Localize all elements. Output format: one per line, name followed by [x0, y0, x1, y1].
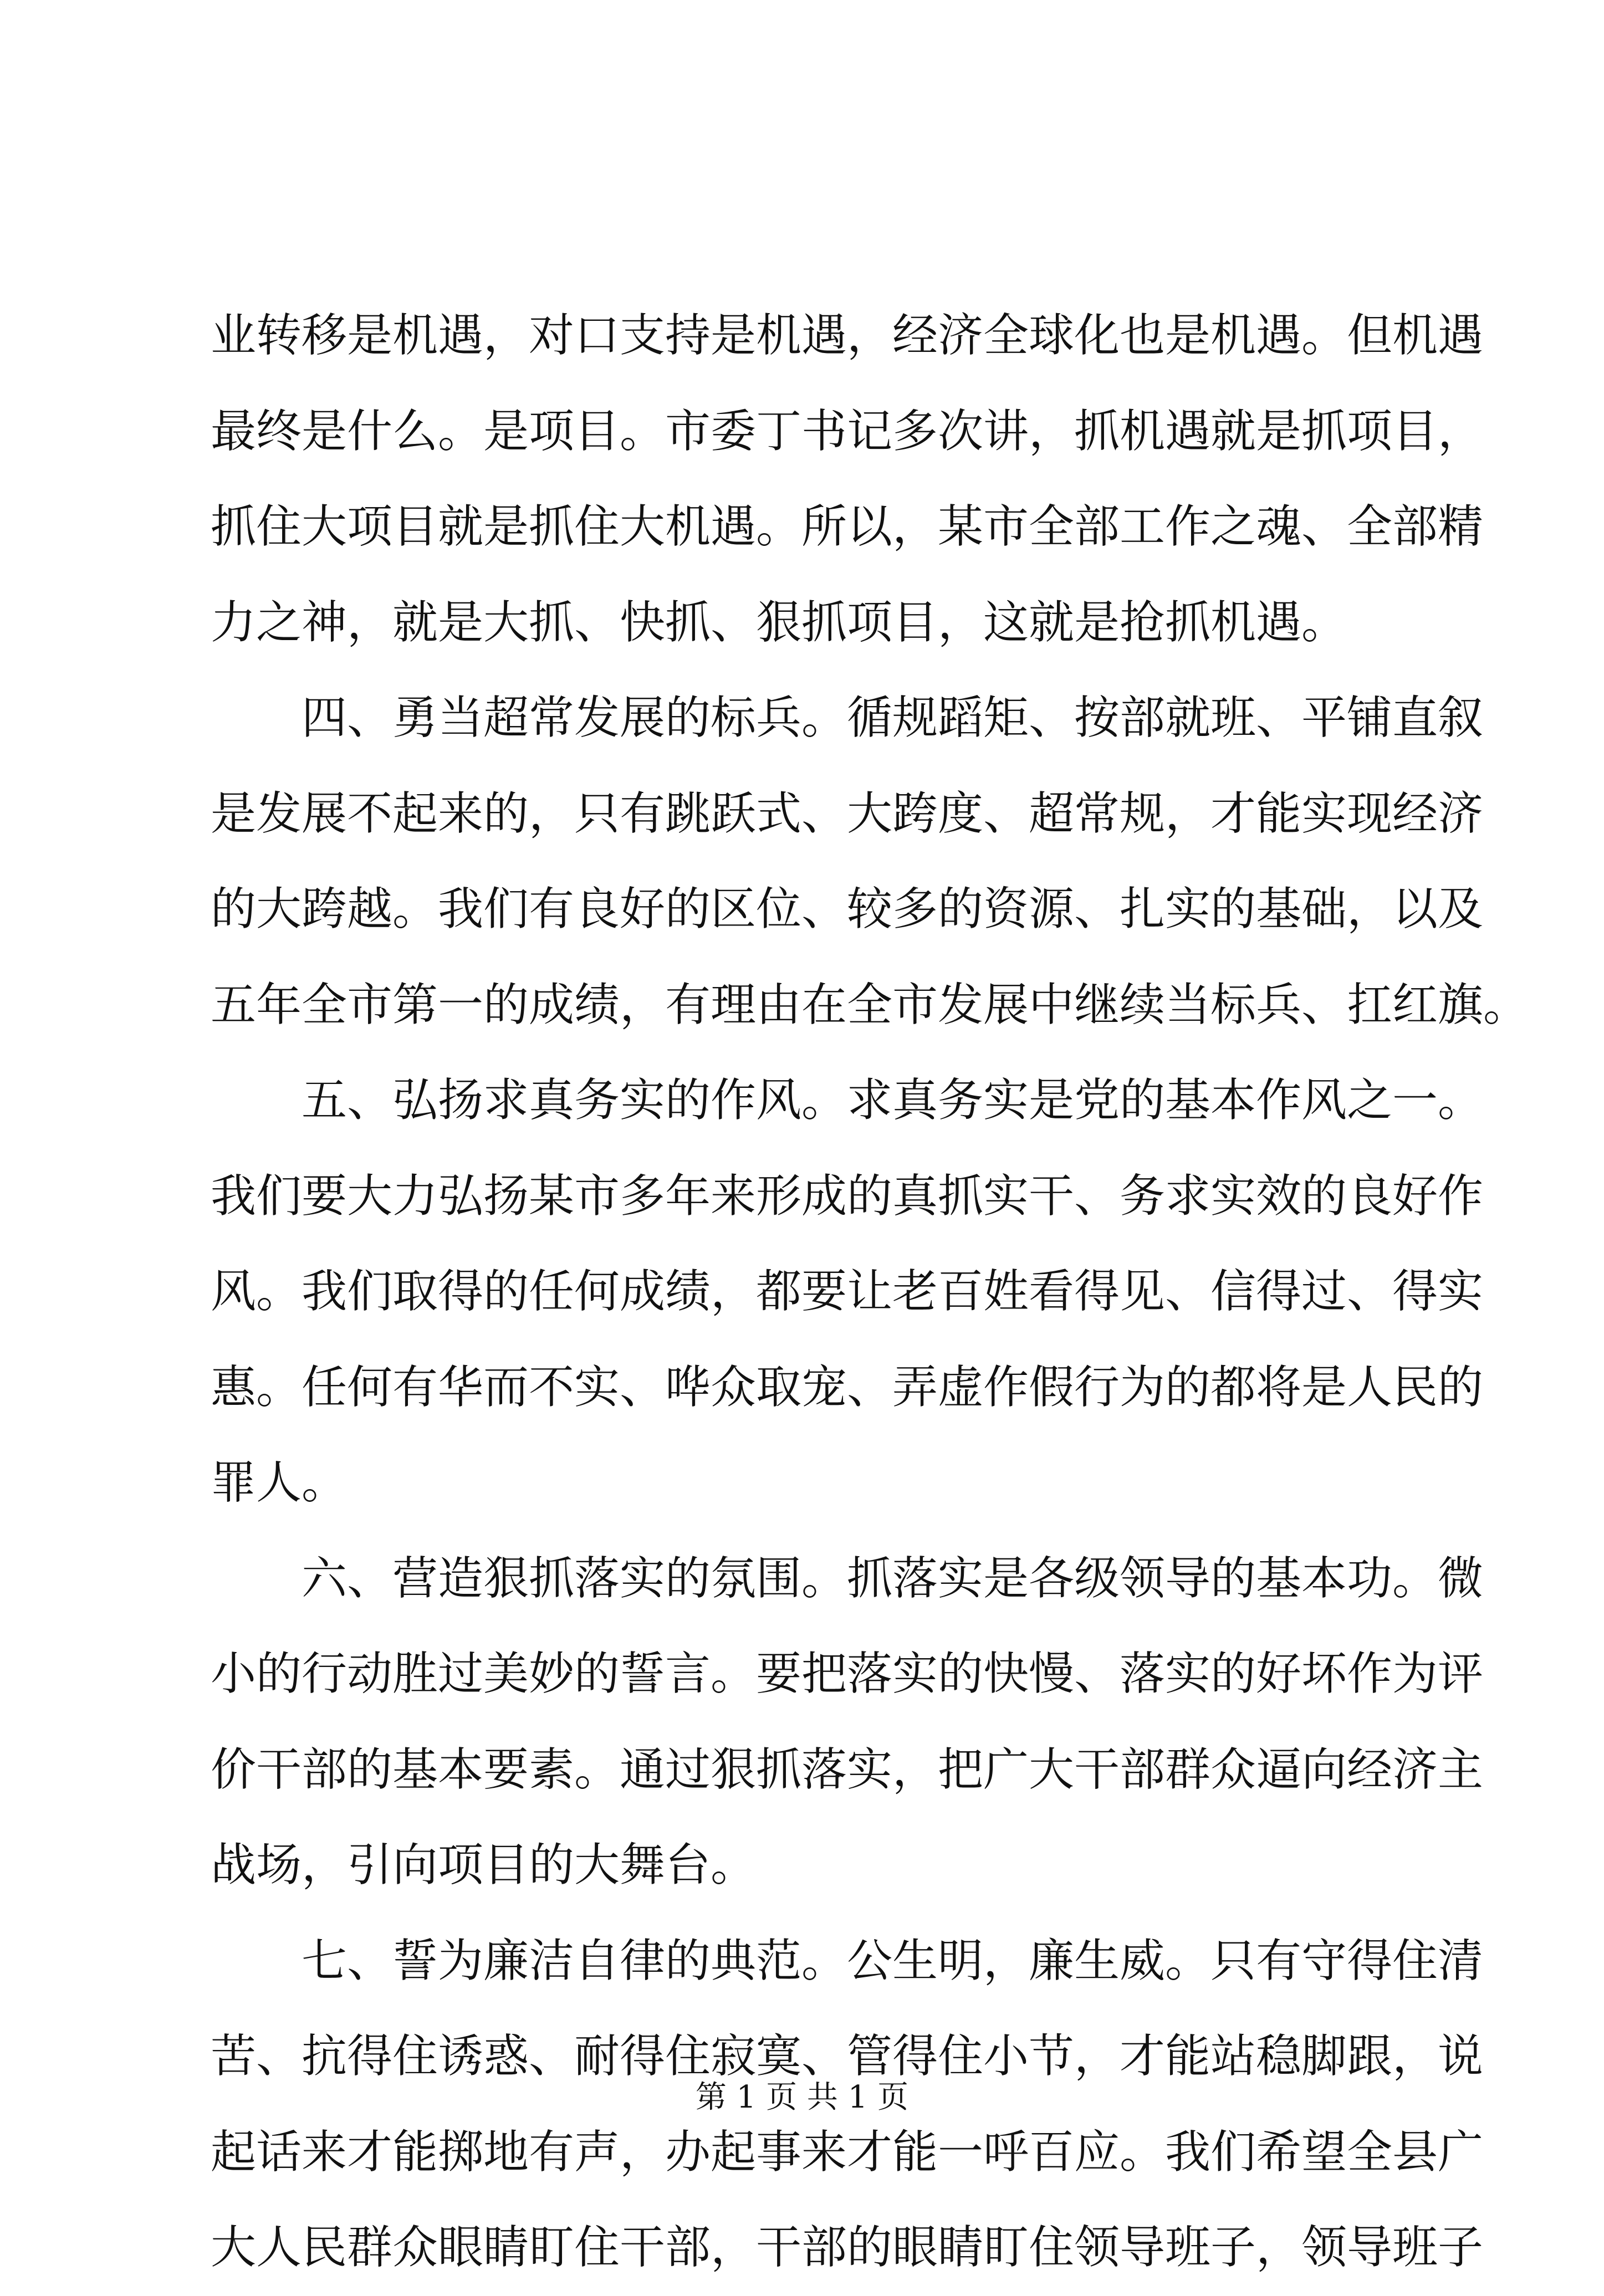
text-line: 价干部的基本要素。通过狠抓落实，把广大干部群众逼向经济主 — [211, 1743, 1484, 1796]
paragraph-start-line: 七、誓为廉洁自律的典范。公生明，廉生威。只有守得住清 — [302, 1934, 1484, 1987]
text-line: 业转移是机遇，对口支持是机遇，经济全球化也是机遇。但机遇 — [211, 309, 1484, 362]
text-line: 抓住大项目就是抓住大机遇。所以，某市全部工作之魂、全部精 — [211, 500, 1484, 553]
text-line: 惠。任何有华而不实、哗众取宠、弄虚作假行为的都将是人民的 — [211, 1361, 1484, 1414]
text-line: 起话来才能掷地有声，办起事来才能一呼百应。我们希望全县广 — [211, 2125, 1484, 2179]
paragraph-start-line: 五、弘扬求真务实的作风。求真务实是党的基本作风之一。 — [302, 1074, 1484, 1127]
text-line: 罪人。 — [211, 1456, 348, 1509]
text-line: 风。我们取得的任何成绩，都要让老百姓看得见、信得过、得实 — [211, 1265, 1484, 1318]
text-line: 五年全市第一的成绩，有理由在全市发展中继续当标兵、扛红旗。 — [211, 978, 1529, 1031]
page-number-footer: 第 1 页 共 1 页 — [695, 2079, 909, 2115]
text-line: 大人民群众眼睛盯住干部，干部的眼睛盯住领导班子，领导班子 — [211, 2221, 1484, 2274]
text-line: 的大跨越。我们有良好的区位、较多的资源、扎实的基础，以及 — [211, 883, 1484, 935]
document-body — [211, 288, 1529, 2296]
paragraph-start-line: 四、勇当超常发展的标兵。循规蹈矩、按部就班、平铺直叙 — [302, 692, 1484, 744]
text-line: 苦、抗得住诱惑、耐得住寂寞、管得住小节，才能站稳脚跟，说 — [211, 2030, 1484, 2083]
text-line: 力之神，就是大抓、快抓、狠抓项目，这就是抢抓机遇。 — [211, 596, 1347, 649]
text-line: 战场，引向项目的大舞台。 — [211, 1839, 757, 1891]
text-line: 小的行动胜过美妙的誓言。要把落实的快慢、落实的好坏作为评 — [211, 1648, 1484, 1700]
text-line: 最终是什么。是项目。市委丁书记多次讲，抓机遇就是抓项目， — [211, 405, 1484, 458]
text-line: 是发展不起来的，只有跳跃式、大跨度、超常规，才能实现经济 — [211, 787, 1484, 840]
paragraph-start-line: 六、营造狠抓落实的氛围。抓落实是各级领导的基本功。微 — [302, 1552, 1484, 1605]
text-line: 我们要大力弘扬某市多年来形成的真抓实干、务求实效的良好作 — [211, 1169, 1484, 1223]
